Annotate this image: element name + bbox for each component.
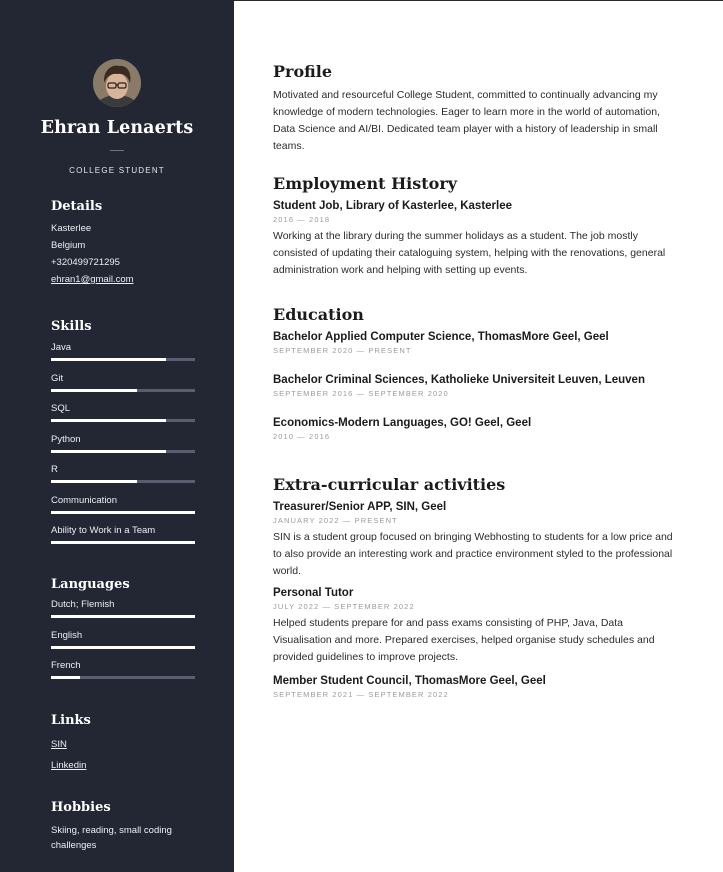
education-title: Economics-Modern Languages, GO! Geel, Geel — [273, 417, 532, 429]
skill-fill — [51, 358, 166, 361]
language-fill — [51, 646, 195, 649]
link-sin[interactable]: SIN — [51, 739, 67, 750]
language-item — [51, 660, 201, 691]
details-section — [51, 199, 201, 288]
link-linkedin[interactable]: Linkedin — [51, 760, 87, 771]
avatar — [93, 59, 141, 107]
details-city: Kasterlee — [51, 223, 92, 234]
skill-bar — [51, 541, 195, 544]
language-fill — [51, 615, 195, 618]
activity-entry — [273, 675, 683, 699]
education-date: 2010 — 2016 — [273, 432, 331, 441]
skills-section — [51, 319, 201, 556]
employment-title: Student Job, Library of Kasterlee, Kasterlee — [273, 200, 513, 212]
languages-heading: Languages — [51, 577, 130, 592]
skill-item — [51, 434, 201, 465]
education-title: Bachelor Applied Computer Science, ThomasMore Geel, Geel — [273, 331, 609, 343]
language-fill — [51, 676, 80, 679]
skill-fill — [51, 450, 166, 453]
activity-title: Treasurer/Senior APP, SIN, Geel — [273, 501, 447, 513]
skill-bar — [51, 480, 195, 483]
person-name: Ehran Lenaerts — [40, 118, 194, 138]
activities-heading: Extra-curricular activities — [273, 475, 506, 494]
skill-label: R — [51, 464, 58, 475]
hobbies-text: Skiing, reading, small coding challenges — [51, 825, 172, 851]
sidebar — [0, 0, 234, 872]
employment-date: 2016 — 2018 — [273, 215, 331, 224]
skill-label: Git — [51, 372, 64, 384]
name-divider — [110, 150, 124, 151]
language-bar — [51, 676, 195, 679]
profile-section — [273, 62, 683, 155]
skill-item — [51, 495, 201, 526]
education-section — [273, 305, 683, 441]
skill-item — [51, 525, 201, 556]
language-item — [51, 599, 201, 630]
hobbies-heading: Hobbies — [51, 800, 111, 815]
language-label: French — [51, 660, 81, 671]
skills-heading: Skills — [51, 319, 92, 334]
education-title: Bachelor Criminal Sciences, Katholieke Universiteit Leuven, Leuven — [273, 374, 645, 386]
languages-section — [51, 577, 201, 691]
activity-date: JULY 2022 — SEPTEMBER 2022 — [273, 602, 415, 611]
links-section — [51, 713, 201, 776]
details-country: Belgium — [51, 240, 86, 251]
activity-entry — [273, 587, 683, 666]
education-date: SEPTEMBER 2016 — SEPTEMBER 2020 — [273, 389, 449, 398]
activity-entry — [273, 501, 683, 580]
employment-section — [273, 174, 683, 279]
skill-label: Communication — [51, 494, 117, 506]
skill-fill — [51, 541, 195, 544]
skill-fill — [51, 511, 195, 514]
education-entry — [273, 374, 683, 398]
skill-fill — [51, 480, 137, 483]
hobbies-section — [51, 800, 201, 853]
activity-date: SEPTEMBER 2021 — SEPTEMBER 2022 — [273, 690, 449, 699]
activity-title: Personal Tutor — [273, 587, 354, 599]
language-bar — [51, 646, 195, 649]
activity-description: Helped students prepare for and pass exams consisting of PHP, Java, Data Visualisation and more. Prepared exercises, helped organise study schedules and provided guidelines to improve projects. — [273, 617, 655, 663]
profile-text: Motivated and resourceful College Student, committed to continually advancing my knowledge of modern technologies. Eager to learn more in the world of automation, Data Science and AI/BI. Dedicated team player with a history of leadership in small teams. — [273, 89, 660, 152]
skill-label: Python — [51, 433, 81, 445]
language-label: English — [51, 629, 83, 641]
language-bar — [51, 615, 195, 618]
profile-heading: Profile — [273, 62, 333, 81]
employment-description: Working at the library during the summer holidays as a student. The job mostly consisted of updating their cataloguing system, helping with the renovations, general administration work and helping with setting up events. — [273, 230, 666, 276]
details-phone: +320499721295 — [51, 257, 120, 268]
language-item — [51, 630, 201, 661]
details-heading: Details — [51, 199, 103, 214]
skill-item — [51, 342, 201, 373]
languages-list — [51, 599, 201, 691]
activities-section — [273, 475, 683, 699]
skill-bar — [51, 358, 195, 361]
skill-item — [51, 464, 201, 495]
skill-label: Ability to Work in a Team — [51, 525, 156, 536]
details-email-link[interactable]: ehran1@gmail.com — [51, 274, 134, 285]
skill-fill — [51, 419, 166, 422]
job-title: COLLEGE STUDENT — [69, 166, 165, 175]
skills-list — [51, 342, 201, 556]
activity-date: JANUARY 2022 — PRESENT — [273, 516, 398, 525]
education-entry — [273, 417, 683, 441]
skill-label: Java — [51, 342, 72, 353]
skill-label: SQL — [51, 403, 71, 414]
skill-bar — [51, 450, 195, 453]
skill-item — [51, 403, 201, 434]
main-content — [234, 0, 723, 872]
skill-bar — [51, 419, 195, 422]
education-date: SEPTEMBER 2020 — PRESENT — [273, 346, 412, 355]
employment-heading: Employment History — [273, 174, 458, 193]
avatar-portrait-icon — [93, 59, 141, 107]
skill-bar — [51, 389, 195, 392]
education-entry — [273, 331, 683, 355]
activity-title: Member Student Council, ThomasMore Geel, Geel — [273, 675, 546, 687]
links-heading: Links — [51, 713, 91, 728]
employment-entry — [273, 200, 683, 279]
activity-description: SIN is a student group focused on bringing Webhosting to students for a low price and to also provide an interesting work and practice environment styled to the professional world. — [273, 531, 673, 577]
skill-bar — [51, 511, 195, 514]
skill-fill — [51, 389, 137, 392]
education-heading: Education — [273, 305, 364, 324]
language-label: Dutch; Flemish — [51, 599, 115, 610]
skill-item — [51, 373, 201, 404]
